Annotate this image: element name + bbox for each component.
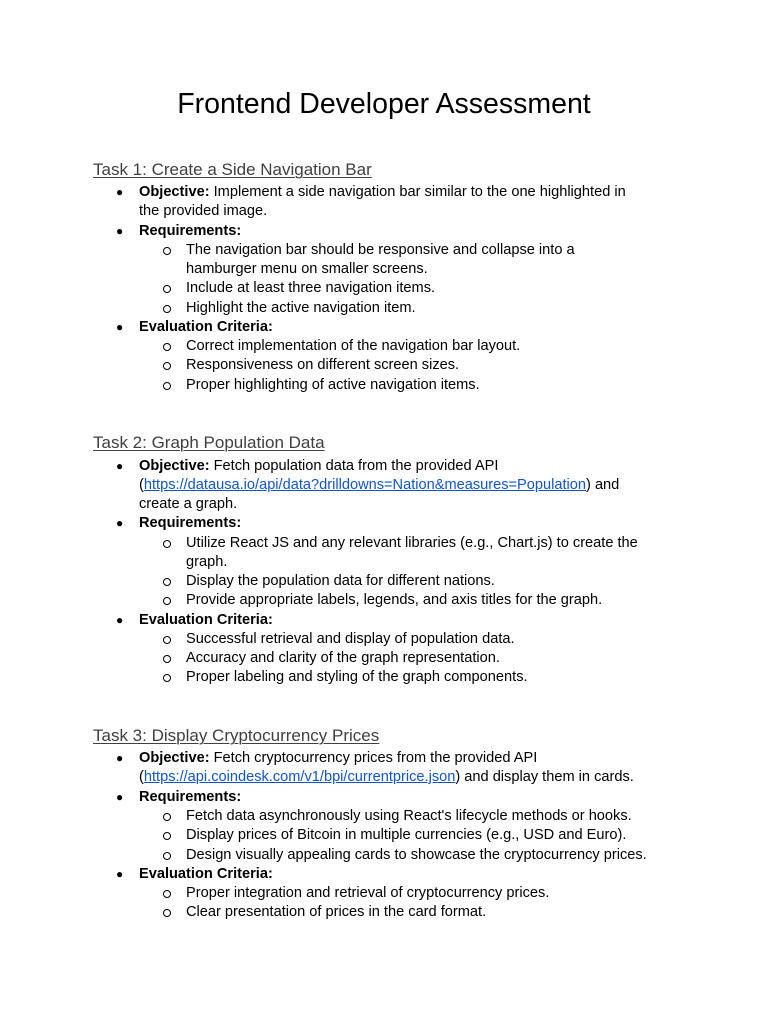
task-2-objective — [139, 457, 498, 476]
task-2-objective-cont: create a graph. — [139, 496, 238, 512]
circle-bullet-icon — [163, 852, 171, 860]
task-3-evaluation-label: Evaluation Criteria: — [139, 866, 273, 882]
task-3-eval-1: Proper integration and retrieval of cryptocurrency prices. — [186, 885, 550, 901]
objective-label: Objective: — [139, 184, 210, 200]
task-1-objective — [139, 183, 626, 202]
task-1-eval-3: Proper highlighting of active navigation items. — [186, 377, 480, 393]
circle-bullet-icon — [163, 247, 171, 255]
bullet-dot: ● — [116, 320, 124, 334]
task-2-evaluation-label: Evaluation Criteria: — [139, 612, 273, 628]
task-3-req-1: Fetch data asynchronously using React's lifecycle methods or hooks. — [186, 808, 632, 824]
task-1-heading: Task 1: Create a Side Navigation Bar — [93, 160, 372, 179]
task-2-req-1: Utilize React JS and any relevant libraries (e.g., Chart.js) to create the — [186, 535, 638, 551]
task-1-req-1-cont: hamburger menu on smaller screens. — [186, 261, 428, 277]
circle-bullet-icon — [163, 813, 171, 821]
circle-bullet-icon — [163, 890, 171, 898]
circle-bullet-icon — [163, 578, 171, 586]
task-3-objective-text: Fetch cryptocurrency prices from the provided API — [213, 750, 538, 766]
circle-bullet-icon — [163, 285, 171, 293]
task-3-heading: Task 3: Display Cryptocurrency Prices — [93, 726, 380, 745]
task-3-req-3: Design visually appealing cards to showcase the cryptocurrency prices. — [186, 847, 647, 863]
task-2-eval-1: Successful retrieval and display of population data. — [186, 631, 515, 647]
population-api-link[interactable]: https://datausa.io/api/data?drilldowns=Nation&measures=Population — [143, 477, 587, 493]
circle-bullet-icon — [163, 655, 171, 663]
circle-bullet-icon — [163, 305, 171, 313]
bullet-dot: ● — [116, 790, 124, 804]
task-2-req-2: Display the population data for different nations. — [186, 573, 495, 589]
document-title: Frontend Developer Assessment — [177, 88, 591, 120]
task-1-objective-text: Implement a side navigation bar similar to the one highlighted in — [213, 184, 626, 200]
task-3-objective — [139, 749, 537, 768]
circle-bullet-icon — [163, 909, 171, 917]
task-1-objective-cont: the provided image. — [139, 203, 268, 219]
bullet-dot: ● — [116, 185, 124, 199]
task-2-requirements-label: Requirements: — [139, 515, 242, 531]
task-1-requirements-label: Requirements: — [139, 223, 242, 239]
bullet-dot: ● — [116, 459, 124, 473]
task-3-objective-link-line: (https://api.coindesk.com/v1/bpi/currentprice.json) and display them in cards. — [139, 769, 634, 785]
task-1-eval-1: Correct implementation of the navigation bar layout. — [186, 338, 521, 354]
circle-bullet-icon — [163, 343, 171, 351]
task-2-objective-link-line: (https://datausa.io/api/data?drilldowns=Nation&measures=Population) and — [139, 477, 620, 493]
objective-label: Objective: — [139, 750, 210, 766]
task-2-req-3: Provide appropriate labels, legends, and axis titles for the graph. — [186, 592, 603, 608]
bullet-dot: ● — [116, 224, 124, 238]
circle-bullet-icon — [163, 362, 171, 370]
task-2-objective-text: Fetch population data from the provided API — [213, 458, 499, 474]
task-1-eval-2: Responsiveness on different screen sizes. — [186, 357, 460, 373]
bullet-dot: ● — [116, 613, 124, 627]
bullet-dot: ● — [116, 867, 124, 881]
circle-bullet-icon — [163, 636, 171, 644]
task-1-evaluation-label: Evaluation Criteria: — [139, 319, 273, 335]
circle-bullet-icon — [163, 540, 171, 548]
task-2-req-1-cont: graph. — [186, 554, 228, 570]
task-3-req-2: Display prices of Bitcoin in multiple currencies (e.g., USD and Euro). — [186, 827, 627, 843]
task-1-req-2: Include at least three navigation items. — [186, 280, 436, 296]
task-2-eval-3: Proper labeling and styling of the graph components. — [186, 669, 528, 685]
task-2-heading: Task 2: Graph Population Data — [93, 433, 325, 452]
task-3-eval-2: Clear presentation of prices in the card format. — [186, 904, 487, 920]
task-1-req-1: The navigation bar should be responsive and collapse into a — [186, 242, 575, 258]
task-2-eval-2: Accuracy and clarity of the graph representation. — [186, 650, 500, 666]
objective-label: Objective: — [139, 458, 210, 474]
coindesk-api-link[interactable]: https://api.coindesk.com/v1/bpi/currentprice.json — [143, 769, 456, 785]
circle-bullet-icon — [163, 597, 171, 605]
task-1-req-3: Highlight the active navigation item. — [186, 300, 416, 316]
circle-bullet-icon — [163, 674, 171, 682]
circle-bullet-icon — [163, 382, 171, 390]
bullet-dot: ● — [116, 516, 124, 530]
circle-bullet-icon — [163, 832, 171, 840]
task-3-requirements-label: Requirements: — [139, 789, 242, 805]
bullet-dot: ● — [116, 751, 124, 765]
